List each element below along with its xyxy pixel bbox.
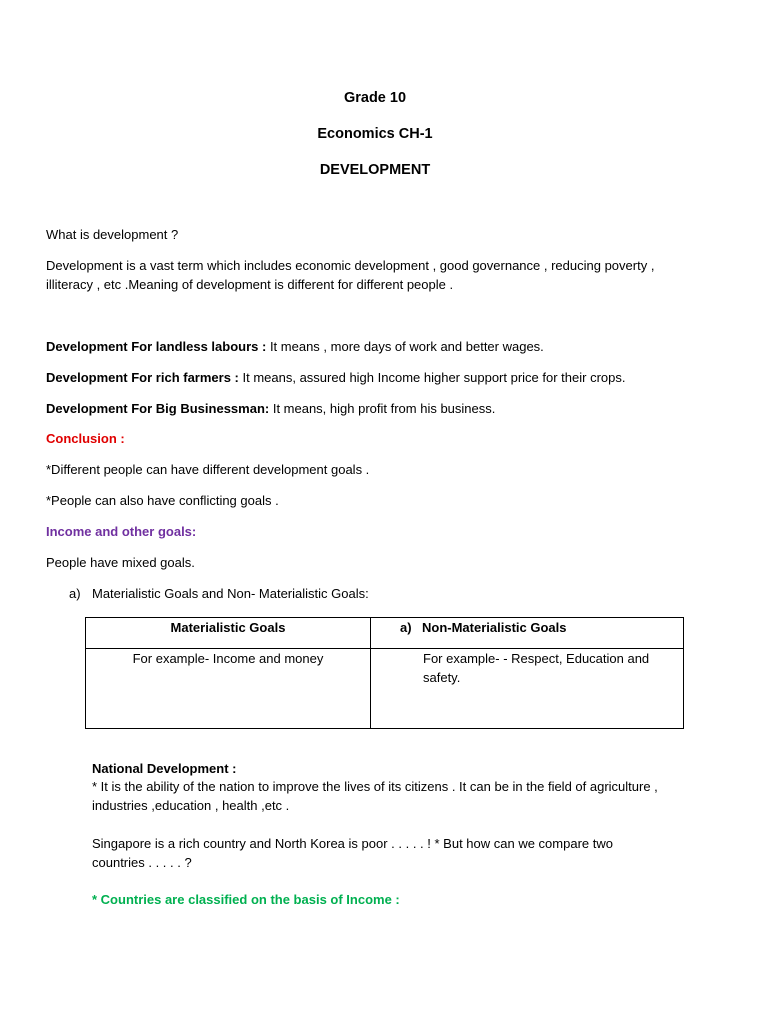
grade-heading: Grade 10 [343, 90, 407, 106]
group-text: It means , more days of work and better wages. [266, 339, 544, 354]
list-marker: a) [69, 586, 81, 601]
income-heading: Income and other goals: [46, 524, 197, 539]
table-header-materialistic: Materialistic Goals [86, 618, 371, 649]
income-text: People have mixed goals. [46, 555, 195, 570]
group-rich-farmers [46, 369, 686, 388]
national-text: * It is the ability of the nation to improve the lives of its citizens . It can be in the field of agriculture , industries ,education , health ,etc . [92, 779, 658, 813]
conclusion-point: *Different people can have different development goals . [46, 462, 370, 477]
group-label: Development For landless labours : [46, 339, 267, 354]
list-item-text: Materialistic Goals and Non- Materialistic Goals: [92, 586, 369, 601]
table-header-non-materialistic [371, 618, 684, 649]
goals-table [85, 617, 684, 729]
table-cell-materialistic: For example- Income and money [86, 649, 371, 729]
group-big-businessman [46, 400, 686, 419]
classification-heading: * Countries are classified on the basis of Income : [92, 892, 400, 907]
table-header-row [86, 618, 684, 649]
national-comparison: Singapore is a rich country and North Korea is poor . . . . . ! * But how can we compare two countries . . . . . ? [92, 836, 613, 870]
group-label: Development For Big Businessman: [46, 401, 270, 416]
group-text: It means, assured high Income higher support price for their crops. [238, 370, 626, 385]
list-marker: a) [400, 620, 412, 635]
header-text: Non-Materialistic Goals [422, 620, 567, 635]
conclusion-heading: Conclusion : [46, 431, 125, 446]
group-text: It means, high profit from his business. [269, 401, 496, 416]
topic-heading: DEVELOPMENT [319, 162, 431, 178]
group-landless-labours [46, 338, 686, 357]
intro-definition: Development is a vast term which includes economic development , good governance , reducing poverty , illiteracy , etc .Meaning of development is different for different people . [46, 258, 655, 292]
table-row [86, 649, 684, 729]
intro-question: What is development ? [46, 227, 179, 242]
group-label: Development For rich farmers : [46, 370, 239, 385]
conclusion-point: *People can also have conflicting goals . [46, 493, 279, 508]
subject-heading: Economics CH-1 [317, 126, 433, 142]
national-heading: National Development : [92, 761, 237, 776]
list-item [69, 585, 689, 604]
table-cell-non-materialistic: For example- - Respect, Education and safety. [371, 649, 684, 729]
